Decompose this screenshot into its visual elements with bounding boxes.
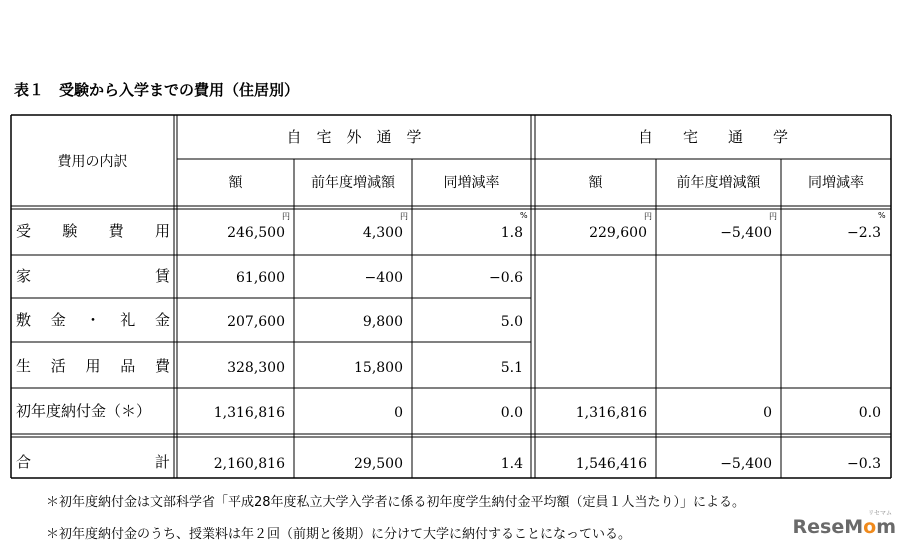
cell-home-amount: 1,316,816: [575, 405, 647, 421]
header-home-rate: 同増減率: [808, 175, 864, 191]
footnote-source: ＊初年度納付金は文部科学省「平成28年度私立大学入学者に係る初年度学生納付金平均額（定員１人当たり）」による。: [46, 495, 746, 510]
unit-percent-away-rate: %: [520, 211, 528, 220]
header-home-amount: 額: [588, 175, 603, 191]
resemom-logo: ReseMom: [792, 516, 896, 538]
row-label-deposit-keymoney: 敷 金 ・ 礼 金: [16, 311, 170, 329]
header-away-amount: 額: [228, 175, 243, 191]
row-label-total: 合 計: [16, 453, 170, 471]
header-group-away: 自 宅 外 通 学: [286, 128, 422, 146]
cell-home-rate: 0.0: [858, 405, 881, 421]
cell-away-amount: 207,600: [227, 314, 285, 330]
row-label-exam-fee: 受 験 費 用: [16, 222, 170, 240]
header-group-home: 自 宅 通 学: [637, 128, 788, 146]
cell-away-rate: 1.8: [500, 225, 523, 241]
logo-subtext: リセマム: [868, 510, 892, 517]
cell-away-amount: 1,316,816: [213, 405, 285, 421]
cell-away-diff: −400: [364, 270, 403, 286]
header-away-rate: 同増減率: [443, 175, 500, 191]
cell-home-amount: 229,600: [589, 225, 647, 241]
cell-home-amount: 1,546,416: [575, 456, 647, 472]
cell-away-rate: −0.6: [489, 270, 523, 286]
unit-yen-away-amount: 円: [282, 212, 290, 221]
cell-away-rate: 1.4: [500, 456, 523, 472]
row-label-rent: 家 賃: [16, 267, 170, 285]
cell-away-diff: 0: [394, 405, 403, 421]
cell-away-amount: 61,600: [236, 270, 285, 286]
cell-away-amount: 2,160,816: [213, 456, 285, 472]
cell-away-diff: 29,500: [354, 456, 403, 472]
unit-yen-home-diff: 円: [769, 212, 777, 221]
footnote-tuition: ＊初年度納付金のうち、授業料は年２回（前期と後期）に分けて大学に納付することになっている。: [46, 527, 632, 542]
unit-yen-away-diff: 円: [400, 212, 408, 221]
unit-yen-home-amount: 円: [644, 212, 652, 221]
cell-away-diff: 9,800: [362, 314, 403, 330]
unit-percent-home-rate: %: [878, 211, 886, 220]
header-away-diff: 前年度増減額: [311, 175, 395, 191]
header-item-column: 費用の内訳: [57, 154, 128, 170]
cell-away-amount: 246,500: [227, 225, 285, 241]
cell-away-rate: 5.1: [500, 360, 523, 376]
row-label-living-goods: 生 活 用 品 費: [16, 357, 170, 375]
cell-away-rate: 5.0: [500, 314, 523, 330]
header-home-diff: 前年度増減額: [676, 175, 761, 191]
cell-home-rate: −2.3: [847, 225, 881, 241]
cell-away-amount: 328,300: [227, 360, 285, 376]
cell-away-diff: 4,300: [362, 225, 403, 241]
row-label-first-year-payment: 初年度納付金（＊）: [16, 402, 152, 420]
cell-away-rate: 0.0: [500, 405, 523, 421]
cell-home-diff: −5,400: [720, 225, 772, 241]
table-title: 表１ 受験から入学までの費用（住居別）: [14, 81, 300, 99]
cell-home-diff: 0: [763, 405, 772, 421]
cell-home-diff: −5,400: [720, 456, 772, 472]
cell-away-diff: 15,800: [354, 360, 403, 376]
cell-home-rate: −0.3: [847, 456, 881, 472]
